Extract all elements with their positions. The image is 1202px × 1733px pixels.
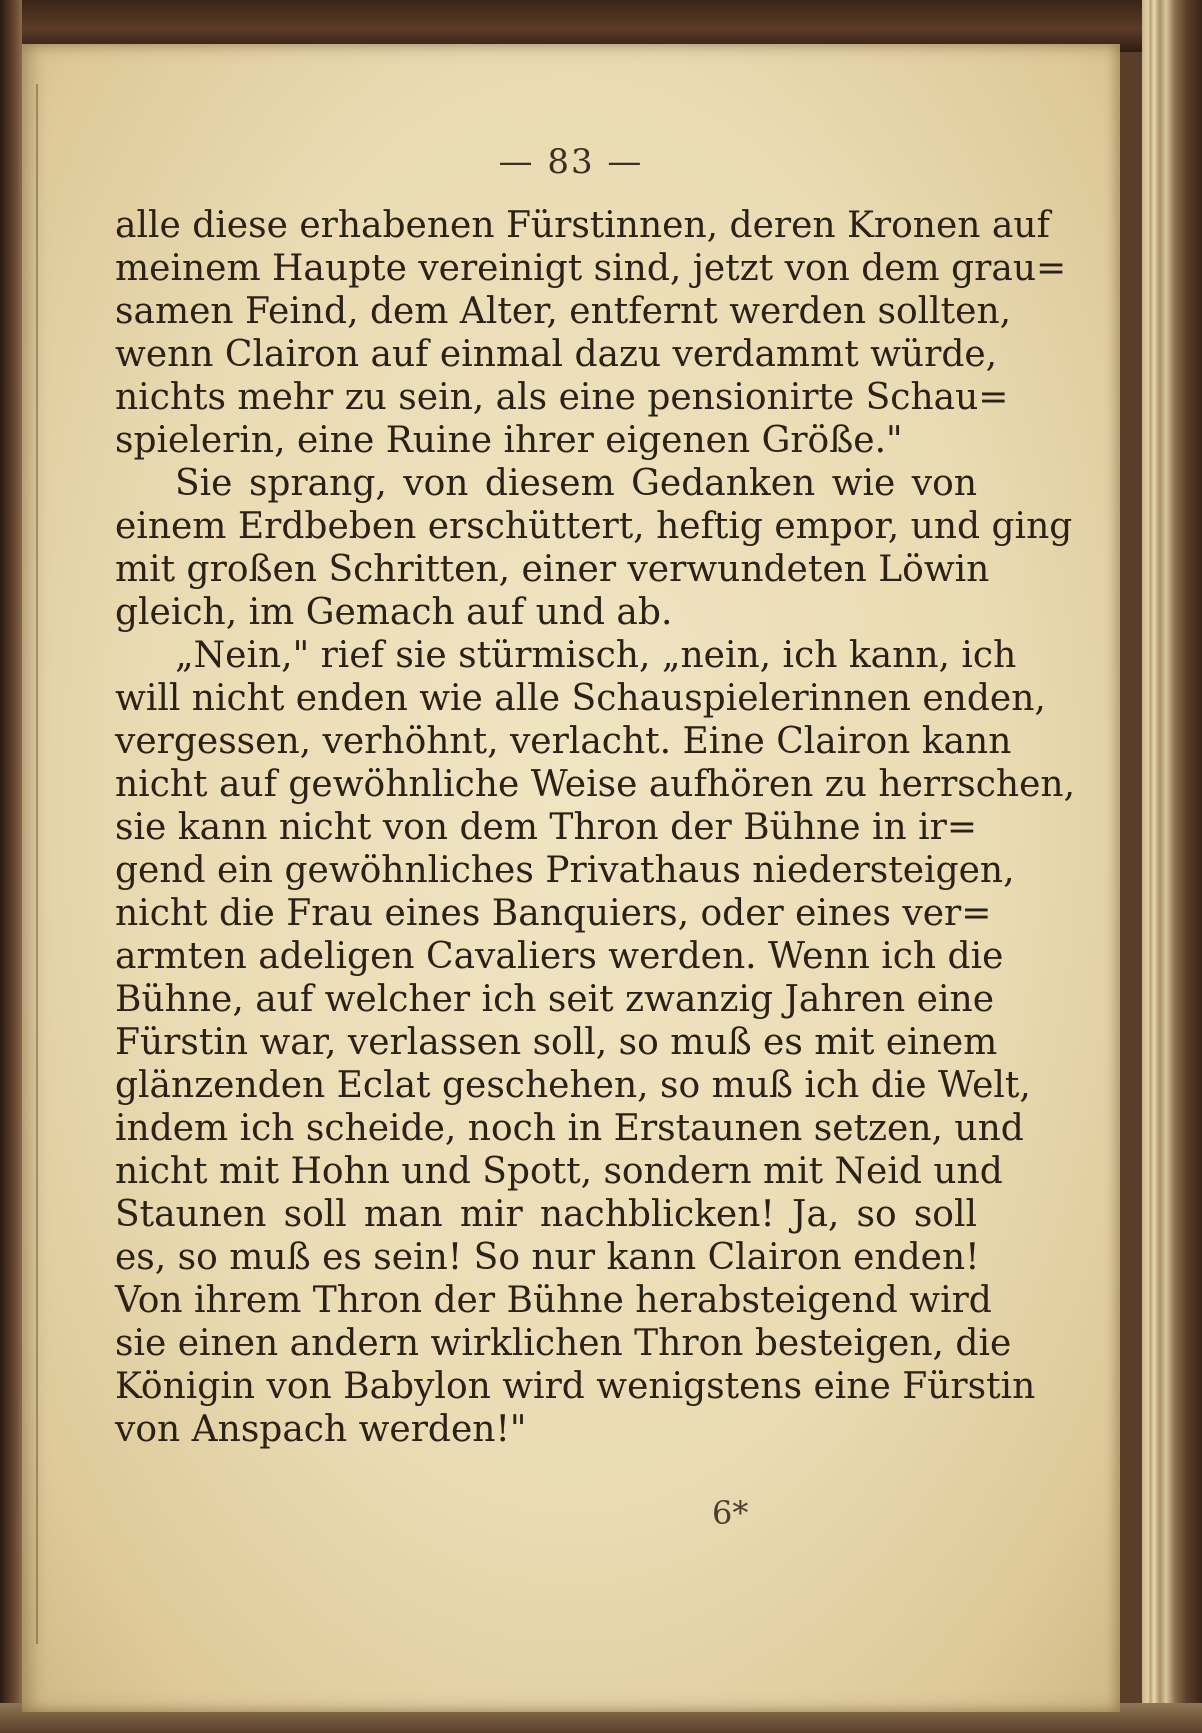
text-line: nichts mehr zu sein, als eine pensionirte Schau= (115, 377, 1009, 418)
signature-mark: 6* (712, 1494, 749, 1532)
text-line: Bühne, auf welcher ich seit zwanzig Jahren eine (115, 979, 994, 1020)
text-line: sie einen andern wirklichen Thron besteigen, die (115, 1323, 1012, 1364)
gutter-shadow (36, 84, 38, 1644)
text-line: Von ihrem Thron der Bühne herabsteigend wird (115, 1280, 992, 1321)
page-number: — 83 — (498, 142, 644, 182)
book-binding-left (0, 0, 22, 1733)
text-line: meinem Haupte vereinigt sind, jetzt von dem grau= (115, 248, 1067, 289)
text-line: nicht die Frau eines Banquiers, oder eines ver= (115, 893, 992, 934)
text-line: es, so muß es sein! So nur kann Clairon enden! (115, 1237, 980, 1278)
text-line: gleich, im Gemach auf und ab. (115, 592, 673, 633)
text-line: Staunen soll man mir nachblicken! Ja, so soll (115, 1194, 977, 1235)
text-line: einem Erdbeben erschüttert, heftig empor, und ging (115, 506, 1073, 547)
text-line: will nicht enden wie alle Schauspielerinnen enden, (115, 678, 1046, 719)
text-line: glänzenden Eclat geschehen, so muß ich die Welt, (115, 1065, 1031, 1106)
text-line: mit großen Schritten, einer verwundeten Löwin (115, 549, 990, 590)
text-line: wenn Clairon auf einmal dazu verdammt würde, (115, 334, 998, 375)
body-text (115, 204, 1076, 1451)
text-line: von Anspach werden!" (115, 1409, 527, 1450)
text-line: „Nein," rief sie stürmisch, „nein, ich kann, ich (175, 635, 1017, 676)
text-line: indem ich scheide, noch in Erstaunen setzen, und (115, 1108, 1024, 1149)
text-line: Sie sprang, von diesem Gedanken wie von (175, 463, 977, 504)
text-line: vergessen, verhöhnt, verlacht. Eine Clairon kann (115, 721, 1012, 762)
text-line: Königin von Babylon wird wenigstens eine Fürstin (115, 1366, 1036, 1407)
text-line: alle diese erhabenen Fürstinnen, deren Kronen auf (115, 205, 1050, 246)
text-line: nicht auf gewöhnliche Weise aufhören zu herrschen, (115, 764, 1076, 805)
text-line: spielerin, eine Ruine ihrer eigenen Größe." (115, 420, 903, 461)
text-line: samen Feind, dem Alter, entfernt werden sollten, (115, 291, 1012, 332)
text-line: gend ein gewöhnliches Privathaus niedersteigen, (115, 850, 1015, 891)
book-page (22, 44, 1120, 1712)
text-line: sie kann nicht von dem Thron der Bühne in ir= (115, 807, 977, 848)
page-stack-right-edge (1142, 0, 1202, 1733)
text-line: nicht mit Hohn und Spott, sondern mit Neid und (115, 1151, 1003, 1192)
text-line: armten adeligen Cavaliers werden. Wenn ich die (115, 936, 1004, 977)
text-line: Fürstin war, verlassen soll, so muß es mit einem (115, 1022, 998, 1063)
